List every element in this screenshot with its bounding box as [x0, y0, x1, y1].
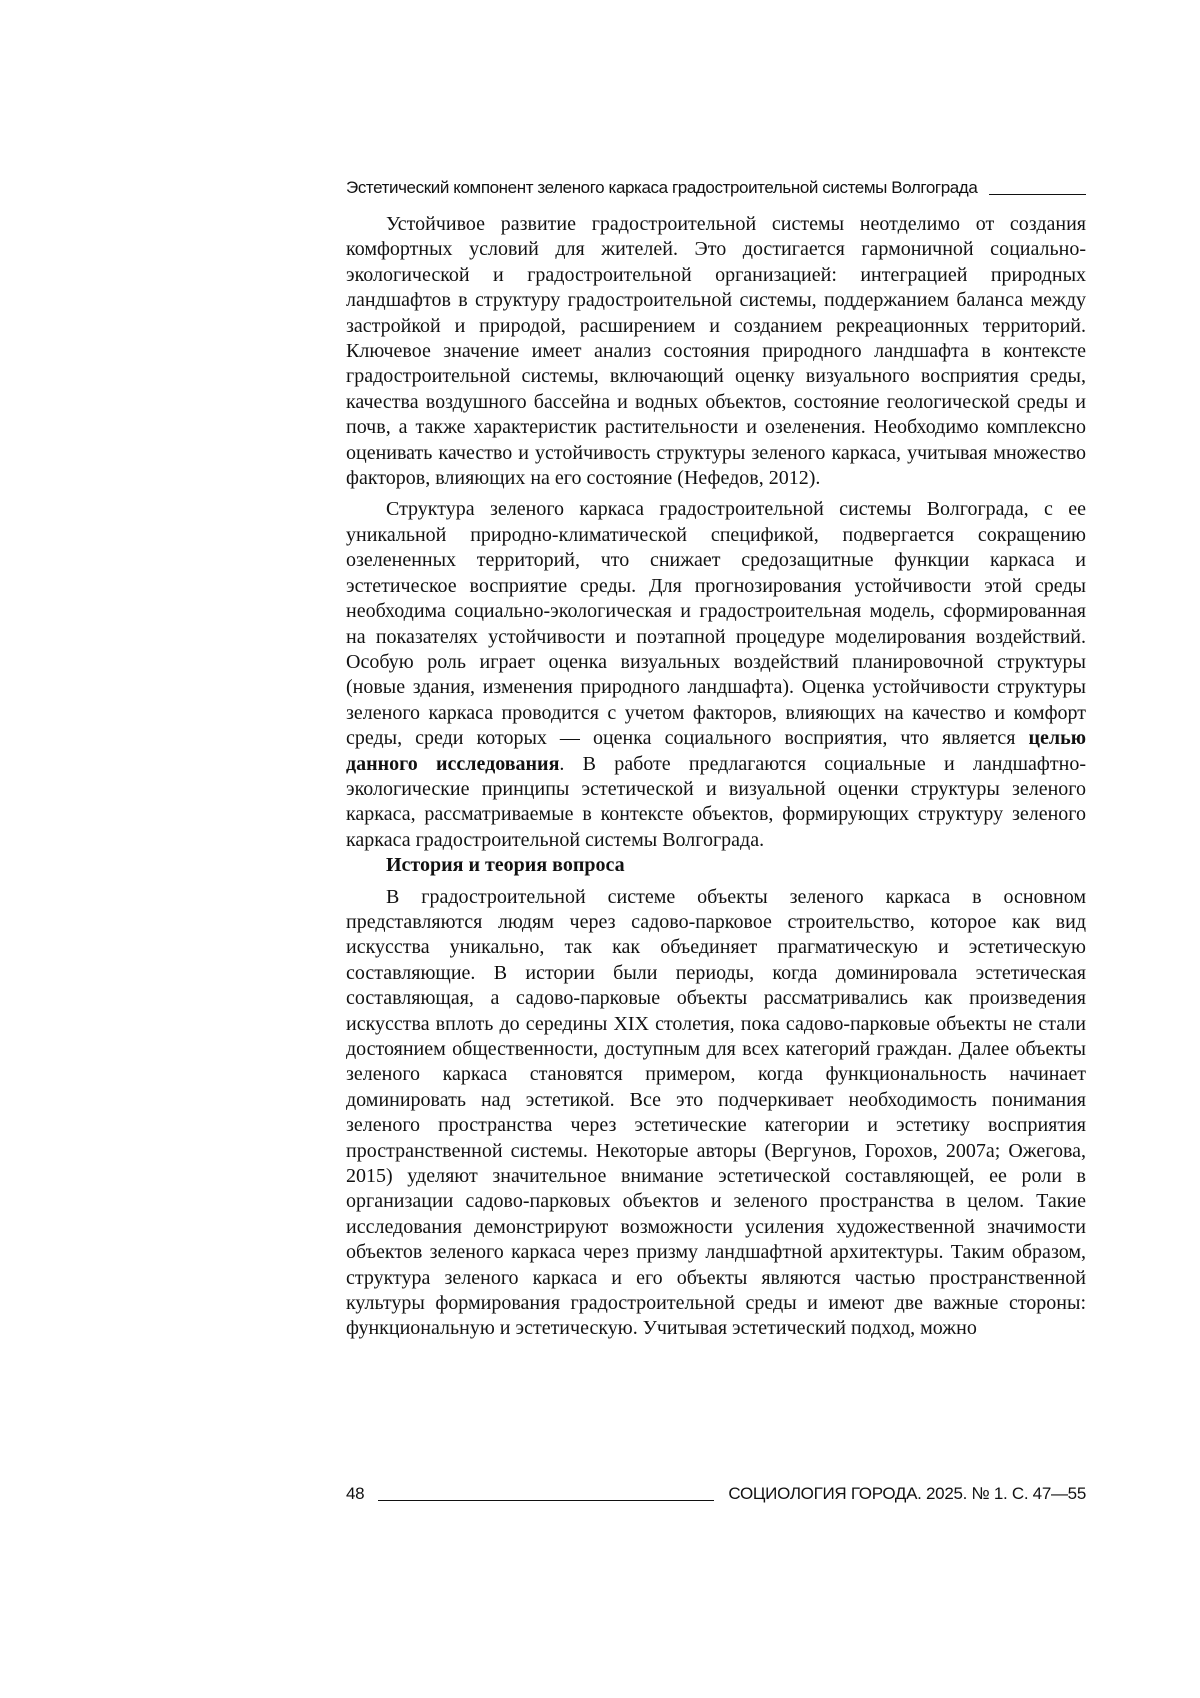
running-header [346, 172, 1086, 198]
article-body [346, 212, 1086, 1342]
section-heading: История и теория вопроса [346, 853, 1086, 878]
paragraph-goal-text-end: . В работе предлагаются социальные и ландшафтно-экологические принципы эстетической и визуальной оценки структуры зеленого каркаса, рассматриваемые в контексте объектов, формирующих структуру зеленого каркаса градостроительной системы Волгограда. [346, 753, 1086, 851]
journal-citation: СОЦИОЛОГИЯ ГОРОДА. 2025. № 1. С. 47—55 [728, 1484, 1086, 1504]
running-header-title: Эстетический компонент зеленого каркаса градостроительной системы Волгограда [346, 178, 977, 198]
paragraph-goal-text-start: Структура зеленого каркаса градостроительной системы Волгограда, с ее уникальной природно-климатической спецификой, подвергается сокращению озелененных территорий, что снижает средозащитные функции каркаса и эстетическое восприятие среды. Для прогнозирования устойчивости этой среды необходима социально-экологическая и градостроительная модель, сформированная на показателях устойчивости и поэтапной процедуре моделирования воздействий. Особую роль играет оценка визуальных воздействий планировочной структуры (новые здания, изменения природного ландшафта). Оценка устойчивости структуры зеленого каркаса проводится с учетом факторов, влияющих на качество и комфорт среды, среди которых — оценка социального восприятия, что является [346, 498, 1086, 749]
paragraph-goal [346, 497, 1086, 853]
research-goal-emphasis: целью данного исследования [346, 727, 1086, 774]
footer-rule [378, 1500, 714, 1501]
page-number: 48 [346, 1484, 364, 1504]
paragraph-intro: Устойчивое развитие градостроительной системы неотделимо от создания комфортных условий для жителей. Это достигается гармоничной социально-экологической и градостроительной организацией: интеграцией природных ландшафтов в структуру градостроительной системы, поддержанием баланса между застройкой и природой, расширением и созданием рекреационных территорий. Ключевое значение имеет анализ состояния природного ландшафта в контексте градостроительной системы, включающий оценку визуального восприятия среды, качества воздушного бассейна и водных объектов, состояние геологической среды и почв, а также характеристик растительности и озеленения. Необходимо комплексно оценивать качество и устойчивость структуры зеленого каркаса, учитывая множество факторов, влияющих на его состояние (Нефедов, 2012). [346, 212, 1086, 491]
running-footer [346, 1478, 1086, 1504]
paragraph-history: В градостроительной системе объекты зеленого каркаса в основном представляются людям через садово-парковое строительство, которое как вид искусства уникально, так как объединяет прагматическую и эстетическую составляющие. В истории были периоды, когда доминировала эстетическая составляющая, а садово-парковые объекты рассматривались как произведения искусства вплоть до середины XIX столетия, пока садово-парковые объекты не стали достоянием общественности, доступным для всех категорий граждан. Далее объекты зеленого каркаса становятся примером, когда функциональность начинает доминировать над эстетикой. Все это подчеркивает необходимость понимания зеленого пространства через эстетические категории и эстетику восприятия пространственной системы. Некоторые авторы (Вергунов, Горохов, 2007а; Ожегова, 2015) уделяют значительное внимание эстетической составляющей, ее роли в организации садово-парковых объектов и зеленого пространства в целом. Такие исследования демонстрируют возможности усиления художественной значимости объектов зеленого каркаса через призму ландшафтной архитектуры. Таким образом, структура зеленого каркаса и его объекты являются частью пространственной культуры формирования градостроительной среды и имеют две важные стороны: функциональную и эстетическую. Учитывая эстетический подход, можно [346, 885, 1086, 1342]
header-rule [989, 194, 1086, 195]
document-page [0, 0, 1200, 1698]
